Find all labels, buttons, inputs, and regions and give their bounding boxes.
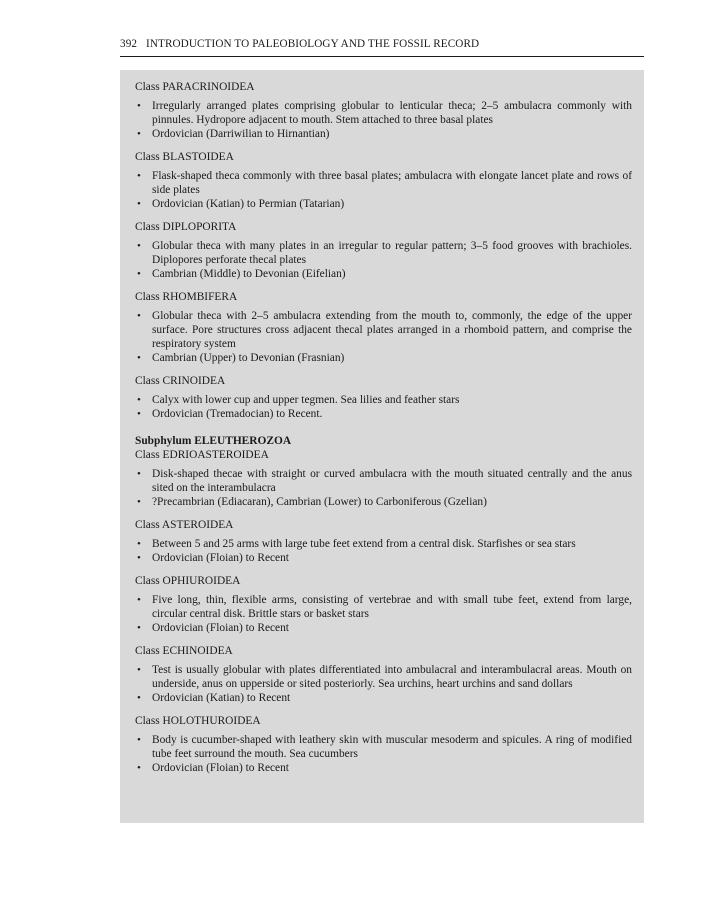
class-title: Class PARACRINOIDEA xyxy=(135,81,255,93)
classification-box xyxy=(120,70,644,823)
list-item: • Calyx with lower cup and upper tegmen. Sea lilies and feather stars xyxy=(135,393,632,407)
bullet-list xyxy=(135,733,632,775)
list-item: • Ordovician (Floian) to Recent xyxy=(135,621,632,635)
section-paracrinoidea xyxy=(135,80,632,141)
class-title: Class DIPLOPORITA xyxy=(135,221,237,233)
list-item: • Cambrian (Middle) to Devonian (Eifelian) xyxy=(135,267,632,281)
list-item: • Cambrian (Upper) to Devonian (Frasnian) xyxy=(135,351,632,365)
section-ophiuroidea xyxy=(135,574,632,635)
class-title: Class ASTEROIDEA xyxy=(135,519,234,531)
bullet-list xyxy=(135,663,632,705)
class-title: Class RHOMBIFERA xyxy=(135,291,238,303)
class-title: Class BLASTOIDEA xyxy=(135,151,234,163)
list-item: • Ordovician (Tremadocian) to Recent. xyxy=(135,407,632,421)
section-edrioasteroidea xyxy=(135,434,632,509)
class-title: Class CRINOIDEA xyxy=(135,375,226,387)
list-item: • Between 5 and 25 arms with large tube feet extend from a central disk. Starfishes or sea stars xyxy=(135,537,632,551)
section-rhombifera xyxy=(135,290,632,365)
list-item: • Disk-shaped thecae with straight or curved ambulacra with the mouth situated centrally and the anus sited on the interambulacra xyxy=(135,467,632,495)
page-number: 392 xyxy=(120,38,138,50)
section-crinoidea xyxy=(135,374,632,421)
list-item: • Ordovician (Darriwilian to Hirnantian) xyxy=(135,127,632,141)
bullet-list xyxy=(135,239,632,281)
bullet-list xyxy=(135,309,632,365)
list-item: • Globular theca with many plates in an irregular to regular pattern; 3–5 food grooves with brachioles. Diplopores perforate thecal plates xyxy=(135,239,632,267)
class-title: Class EDRIOASTEROIDEA xyxy=(135,449,269,461)
list-item: • Ordovician (Katian) to Recent xyxy=(135,691,632,705)
running-title: INTRODUCTION TO PALEOBIOLOGY AND THE FOSSIL RECORD xyxy=(146,38,480,50)
list-item: • Body is cucumber-shaped with leathery skin with muscular mesoderm and spicules. A ring of modified tube feet surround the mouth. Sea cucumbers xyxy=(135,733,632,761)
section-blastoidea xyxy=(135,150,632,211)
class-title: Class OPHIUROIDEA xyxy=(135,575,241,587)
list-item: • Flask-shaped theca commonly with three basal plates; ambulacra with elongate lancet plate and rows of side plates xyxy=(135,169,632,197)
bullet-list xyxy=(135,537,632,565)
header-rule xyxy=(120,56,644,57)
list-item: • Five long, thin, flexible arms, consisting of vertebrae and with small tube feet, extend from large, circular central disk. Brittle stars or basket stars xyxy=(135,593,632,621)
section-echinoidea xyxy=(135,644,632,705)
list-item: • Test is usually globular with plates differentiated into ambulacral and interambulacral areas. Mouth on underside, anus on upperside or sited posteriorly. Sea urchins, heart urchins and sand dollars xyxy=(135,663,632,691)
list-item: • Irregularly arranged plates comprising globular to lenticular theca; 2–5 ambulacra commonly with pinnules. Hydropore adjacent to mouth. Stem attached to three basal plates xyxy=(135,99,632,127)
list-item: • Globular theca with 2–5 ambulacra extending from the mouth to, commonly, the edge of the upper surface. Pore structures cross adjacent thecal plates arranged in a rhomboid pattern, and comprise the respiratory system xyxy=(135,309,632,351)
class-title: Class HOLOTHUROIDEA xyxy=(135,715,261,727)
bullet-list xyxy=(135,467,632,509)
list-item: • Ordovician (Floian) to Recent xyxy=(135,551,632,565)
bullet-list xyxy=(135,169,632,211)
class-title: Class ECHINOIDEA xyxy=(135,645,233,657)
section-diploporita xyxy=(135,220,632,281)
section-asteroidea xyxy=(135,518,632,565)
bullet-list xyxy=(135,593,632,635)
bullet-list xyxy=(135,393,632,421)
list-item: • Ordovician (Floian) to Recent xyxy=(135,761,632,775)
section-holothuroidea xyxy=(135,714,632,775)
subphylum-title: Subphylum ELEUTHEROZOA xyxy=(135,435,292,447)
list-item: • ?Precambrian (Ediacaran), Cambrian (Lower) to Carboniferous (Gzelian) xyxy=(135,495,632,509)
bullet-list xyxy=(135,99,632,141)
running-header xyxy=(120,38,644,50)
list-item: • Ordovician (Katian) to Permian (Tatarian) xyxy=(135,197,632,211)
